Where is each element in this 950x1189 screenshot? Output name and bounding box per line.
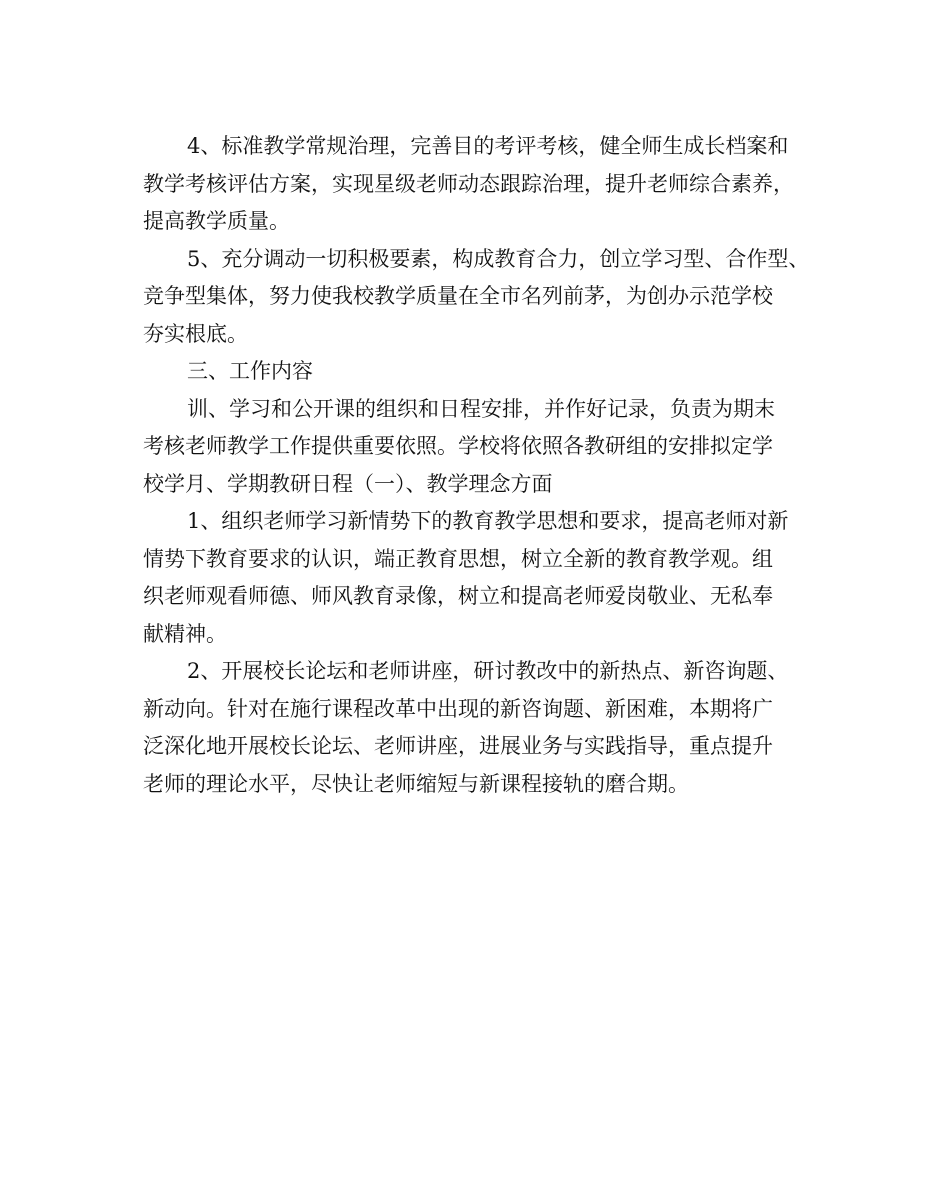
paragraph-schedule <box>143 391 823 504</box>
paragraph-line: 5、充分调动一切积极要素，构成教育合力，创立学习型、合作型、 <box>187 246 810 271</box>
paragraph-line: 提高教学质量。 <box>143 209 290 233</box>
paragraph-line: 献精神。 <box>143 621 227 646</box>
paragraph-item-4 <box>143 128 823 241</box>
paragraph-line: 老师的理论水平，尽快让老师缩短与新课程接轨的磨合期。 <box>143 771 689 796</box>
paragraph-line: 考核老师教学工作提供重要依照。学校将依照各教研组的安排拟定学 <box>143 434 773 458</box>
paragraph-line: 情势下教育要求的认识，端正教育思想，树立全新的教育教学观。组 <box>143 546 773 571</box>
paragraph-line: 1、组织老师学习新情势下的教育教学思想和要求，提高老师对新 <box>187 509 789 533</box>
paragraph-item-1 <box>143 503 823 653</box>
section-heading-text: 三、工作内容 <box>187 359 313 383</box>
paragraph-line: 训、学习和公开课的组织和日程安排，并作好记录，负责为期末 <box>187 396 775 421</box>
paragraph-line: 4、标准教学常规治理，完善目的考评考核，健全师生成长档案和 <box>187 134 789 158</box>
paragraph-item-2 <box>143 653 823 803</box>
document-body <box>143 128 823 803</box>
paragraph-line: 夯实根底。 <box>143 321 248 346</box>
paragraph-line: 泛深化地开展校长论坛、老师讲座，进展业务与实践指导，重点提升 <box>143 734 773 758</box>
paragraph-line: 新动向。针对在施行课程改革中出现的新咨询题、新困难，本期将广 <box>143 696 773 721</box>
paragraph-line: 教学考核评估方案，实现星级老师动态跟踪治理，提升老师综合素养， <box>143 171 794 196</box>
paragraph-line: 竞争型集体，努力使我校教学质量在全市名列前茅，为创办示范学校 <box>143 284 773 308</box>
paragraph-item-5 <box>143 241 823 354</box>
paragraph-line: 校学月、学期教研日程（一）、教学理念方面 <box>143 471 553 496</box>
section-heading <box>143 353 823 391</box>
paragraph-line: 织老师观看师德、师风教育录像，树立和提高老师爱岗敬业、无私奉 <box>143 584 773 608</box>
paragraph-line: 2、开展校长论坛和老师讲座，研讨教改中的新热点、新咨询题、 <box>187 659 789 683</box>
